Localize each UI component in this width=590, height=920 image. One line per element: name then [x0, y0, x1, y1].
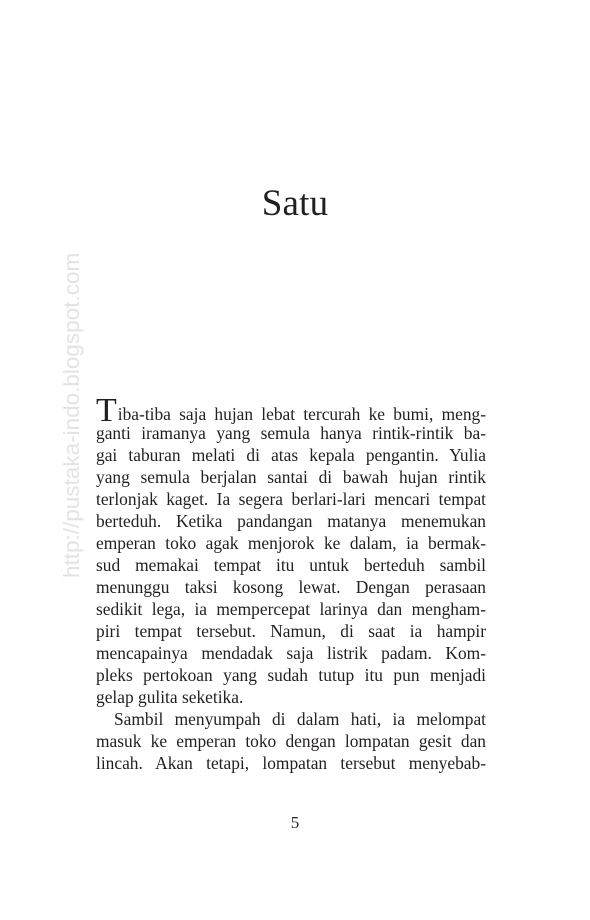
paragraph-line: lincah. Akan tetapi, lompatan tersebut menyebab- — [96, 753, 486, 773]
paragraph-line: sud memakai tempat itu untuk berteduh sambil — [96, 555, 486, 575]
drop-cap: T — [96, 392, 117, 429]
paragraph-line: piri tempat tersebut. Namun, di saat ia hampir — [96, 621, 486, 641]
paragraph-line: pleks pertokoan yang sudah tutup itu pun menjadi — [96, 665, 486, 685]
paragraph-line: emperan toko agak menjorok ke dalam, ia bermak- — [96, 533, 486, 553]
paragraph-2-line-1: Sambil menyumpah di dalam hati, ia melompat — [114, 709, 486, 729]
paragraph-line: mencapainya mendadak saja listrik padam. Kom- — [96, 643, 486, 663]
paragraph-line: yang semula berjalan santai di bawah hujan rintik — [96, 467, 486, 487]
watermark — [49, 80, 93, 580]
paragraph-line-1 — [96, 392, 486, 429]
paragraph-line: sedikit lega, ia mempercepat larinya dan mengham- — [96, 599, 486, 619]
paragraph-line: gai taburan melati di atas kepala pengantin. Yulia — [96, 445, 486, 465]
paragraph-line-last: gelap gulita seketika. — [96, 687, 244, 707]
paragraph-line: terlonjak kaget. Ia segera berlari-lari mencari tempat — [96, 489, 486, 509]
paragraph-line: masuk ke emperan toko dengan lompatan gesit dan — [96, 731, 486, 751]
body-text — [96, 392, 486, 774]
watermark-svg — [49, 80, 93, 580]
paragraph-line: berteduh. Ketika pandangan matanya menemukan — [96, 511, 486, 531]
chapter-title: Satu — [261, 183, 329, 224]
paragraph-line: ganti iramanya yang semula hanya rintik-rintik ba- — [96, 423, 486, 443]
page-number: 5 — [290, 813, 300, 832]
paragraph-line: menunggu taksi kosong lewat. Dengan perasaan — [96, 577, 486, 597]
first-line-text: iba-tiba saja hujan lebat tercurah ke bumi, meng- — [117, 404, 486, 424]
watermark-text: http://pustaka-indo.blogspot.com — [59, 252, 84, 578]
